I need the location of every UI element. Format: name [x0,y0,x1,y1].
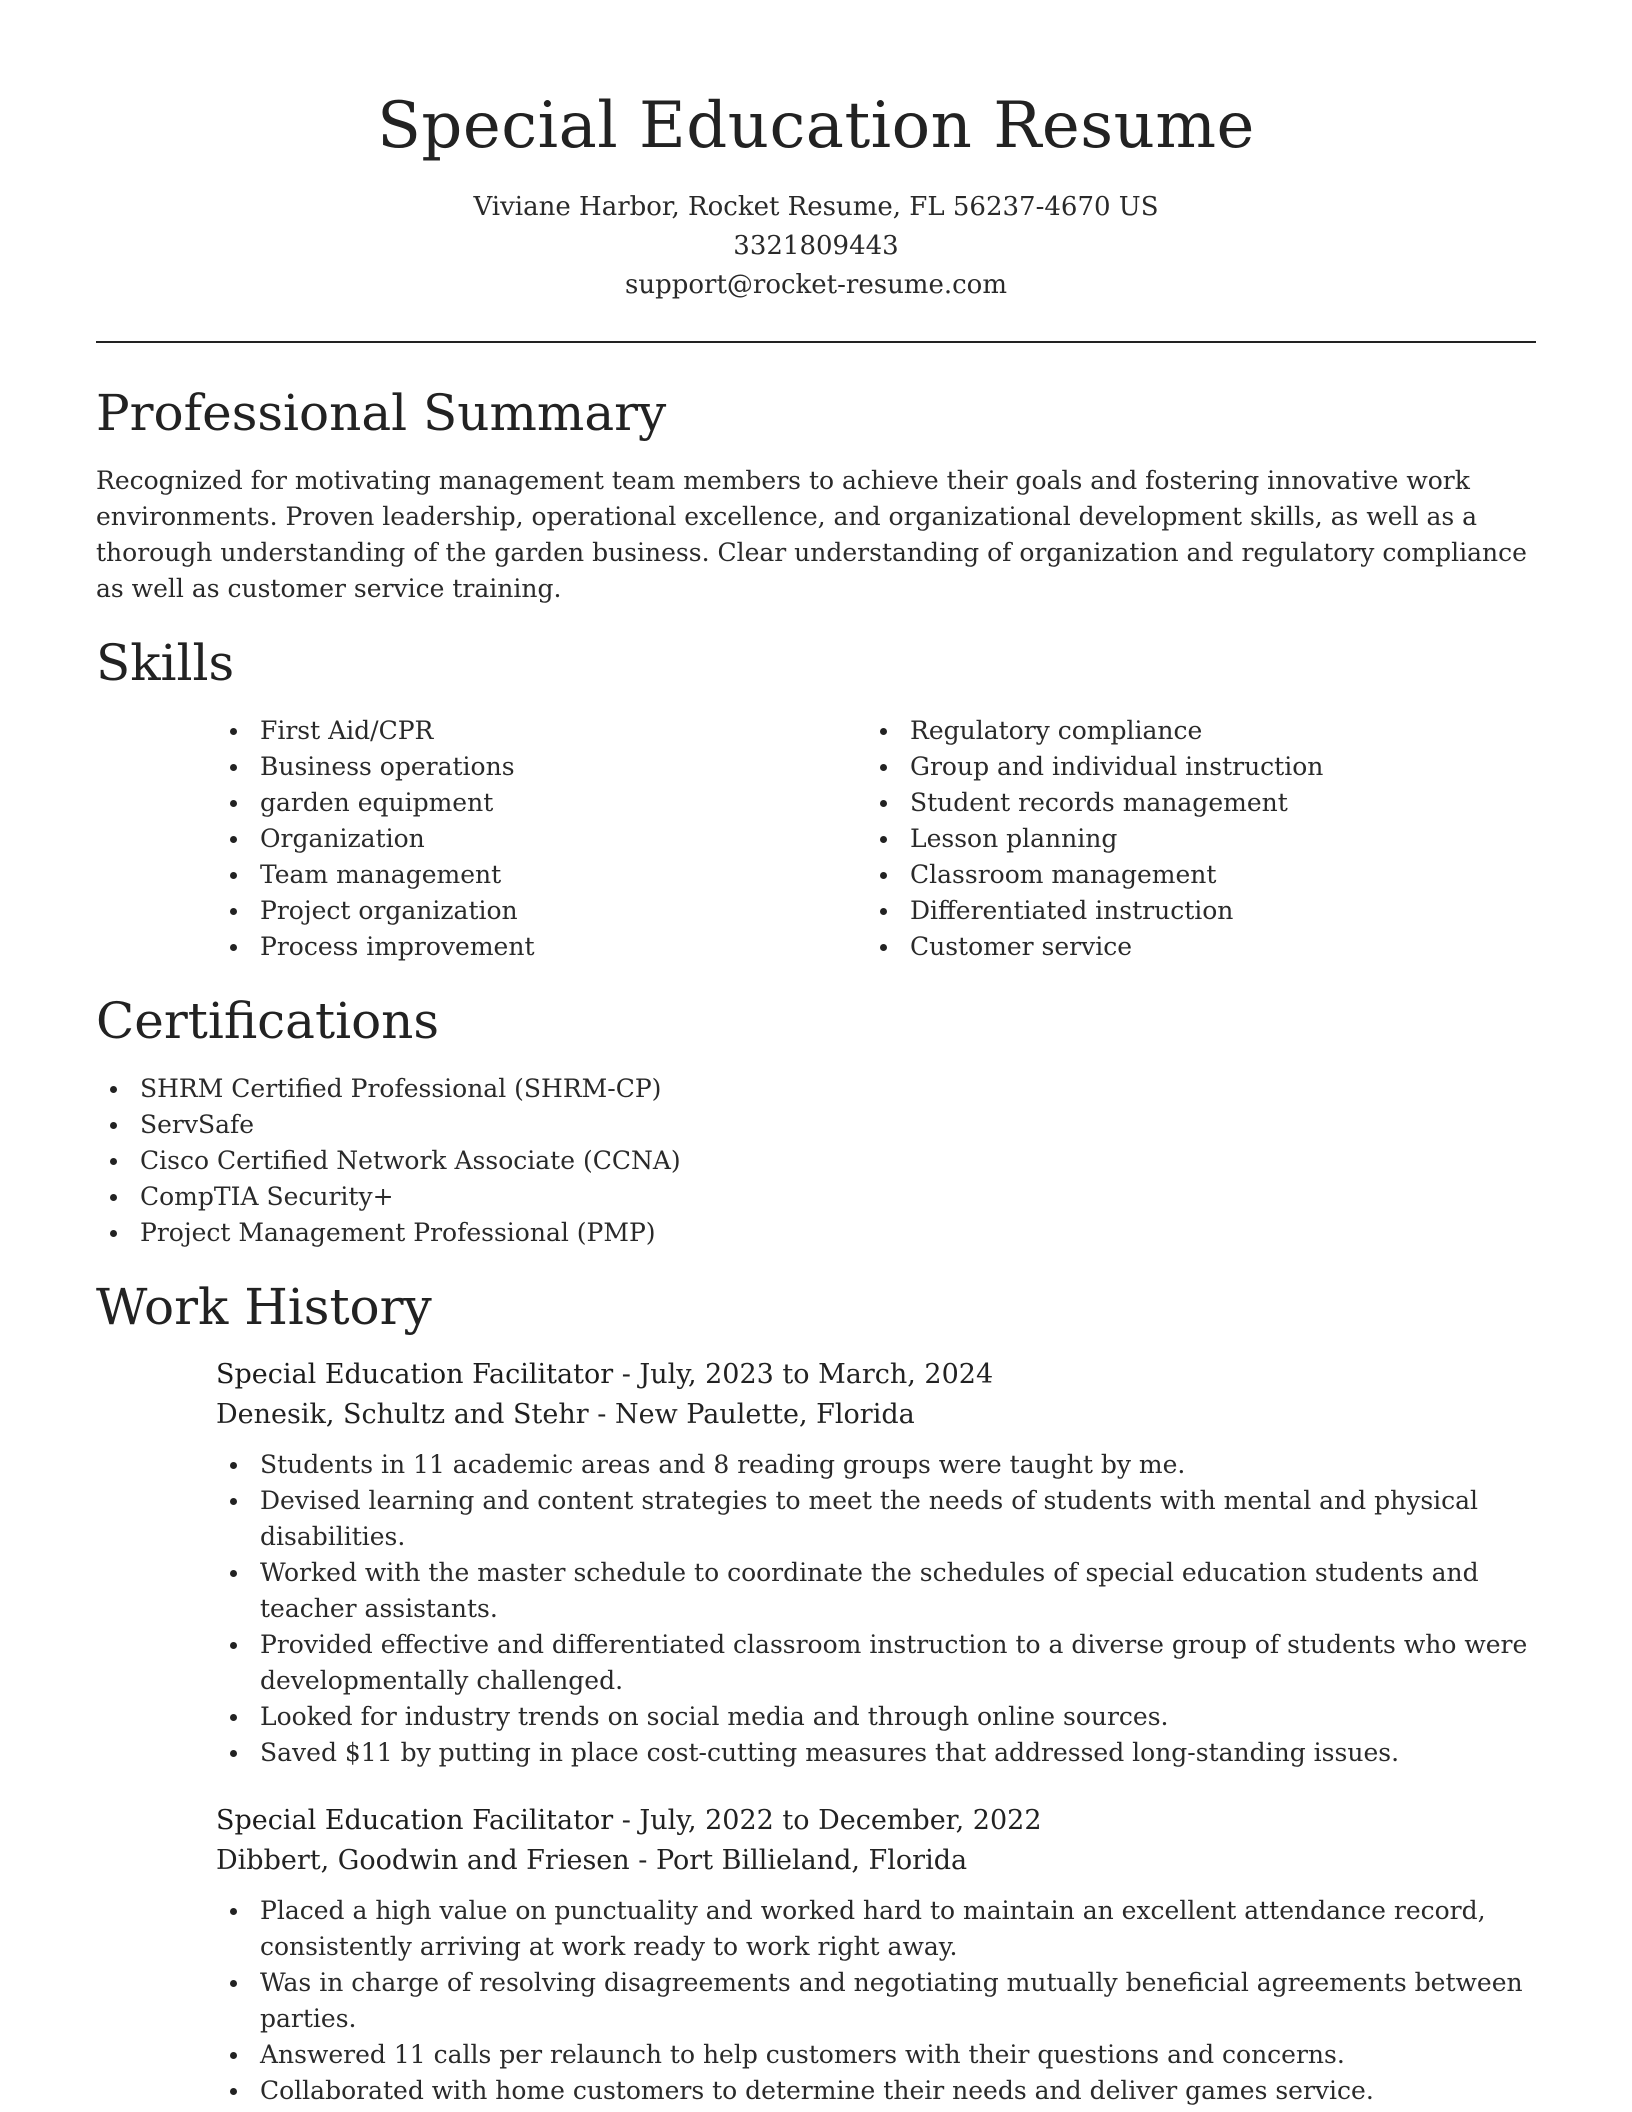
list-item: First Aid/CPR [216,713,866,749]
job-company: Dibbert, Goodwin and Friesen [216,1845,630,1876]
list-item: Provided effective and differentiated classroom instruction to a diverse group of students who were developmentally challenged. [216,1627,1536,1699]
contact-email: support@rocket-resume.com [624,270,1007,300]
certifications-list [96,1071,1536,1251]
list-item: Business operations [216,749,866,785]
skills-heading: Skills [96,634,235,692]
job-bullets [216,1893,1536,2109]
list-item: garden equipment [216,785,866,821]
list-item: Differentiated instruction [866,893,1516,929]
list-item: Saved $11 by putting in place cost-cutting measures that addressed long-standing issues. [216,1735,1536,1771]
job-title: Special Education Facilitator [216,1805,614,1836]
job-dates: - July, 2022 to December, 2022 [613,1805,1042,1836]
contact-block [96,188,1536,305]
job-company: Denesik, Schultz and Stehr [216,1399,589,1430]
job-location: - New Paulette, Florida [588,1399,915,1430]
list-item: Project Management Professional (PMP) [96,1215,1536,1251]
list-item: Student records management [866,785,1516,821]
contact-address: Viviane Harbor, Rocket Resume, FL 56237-4670 US [473,192,1159,222]
certifications-section [96,989,1536,1251]
skills-section [96,631,1536,965]
certifications-heading: Certifications [96,992,440,1050]
job-entry [216,1355,1536,1771]
list-item: Group and individual instruction [866,749,1516,785]
resume-title: Special Education Resume [377,89,1255,163]
list-item: Worked with the master schedule to coordinate the schedules of special education students and teacher assistants. [216,1555,1536,1627]
list-item: Looked for industry trends on social media and through online sources. [216,1699,1536,1735]
skills-right-list [866,713,1516,965]
job-bullets [216,1447,1536,1771]
skills-right-column [866,713,1516,965]
list-item: Was in charge of resolving disagreements and negotiating mutually beneficial agreements between parties. [216,1965,1536,2037]
summary-section [96,381,1536,607]
list-item: ServSafe [96,1107,1536,1143]
skills-left-list [216,713,866,965]
list-item: Devised learning and content strategies to meet the needs of students with mental and physical disabilities. [216,1483,1536,1555]
work-history-heading: Work History [96,1278,432,1336]
job-dates: - July, 2023 to March, 2024 [613,1359,994,1390]
list-item: Placed a high value on punctuality and worked hard to maintain an excellent attendance record, consistently arriving at work ready to work right away. [216,1893,1536,1965]
list-item: Process improvement [216,929,866,965]
list-item: CompTIA Security+ [96,1179,1536,1215]
list-item: Students in 11 academic areas and 8 reading groups were taught by me. [216,1447,1536,1483]
skills-left-column [216,713,866,965]
summary-text: Recognized for motivating management team members to achieve their goals and fostering innovative work environments. Proven leadership, operational excellence, and organizational development skills, as well as a thorough understanding of the garden business. Clear understanding of organization and regulatory compliance as well as customer service training. [96,466,1527,603]
resume-page [96,0,1536,2109]
header-divider [96,341,1536,343]
contact-phone: 3321809443 [733,231,899,261]
job-location: - Port Billieland, Florida [629,1845,968,1876]
list-item: Project organization [216,893,866,929]
list-item: SHRM Certified Professional (SHRM-CP) [96,1071,1536,1107]
job-title: Special Education Facilitator [216,1359,614,1390]
list-item: Team management [216,857,866,893]
list-item: Organization [216,821,866,857]
job-company-line [216,1841,1536,1881]
list-item: Lesson planning [866,821,1516,857]
job-title-line [216,1355,1536,1395]
list-item: Customer service [866,929,1516,965]
skills-columns [216,713,1536,965]
job-entry [216,1801,1536,2109]
list-item: Collaborated with home customers to determine their needs and deliver games service. [216,2073,1536,2109]
job-title-line [216,1801,1536,1841]
list-item: Cisco Certified Network Associate (CCNA) [96,1143,1536,1179]
summary-heading: Professional Summary [96,384,667,442]
job-company-line [216,1395,1536,1435]
list-item: Answered 11 calls per relaunch to help customers with their questions and concerns. [216,2037,1536,2073]
list-item: Regulatory compliance [866,713,1516,749]
work-history-section [96,1275,1536,2109]
list-item: Classroom management [866,857,1516,893]
